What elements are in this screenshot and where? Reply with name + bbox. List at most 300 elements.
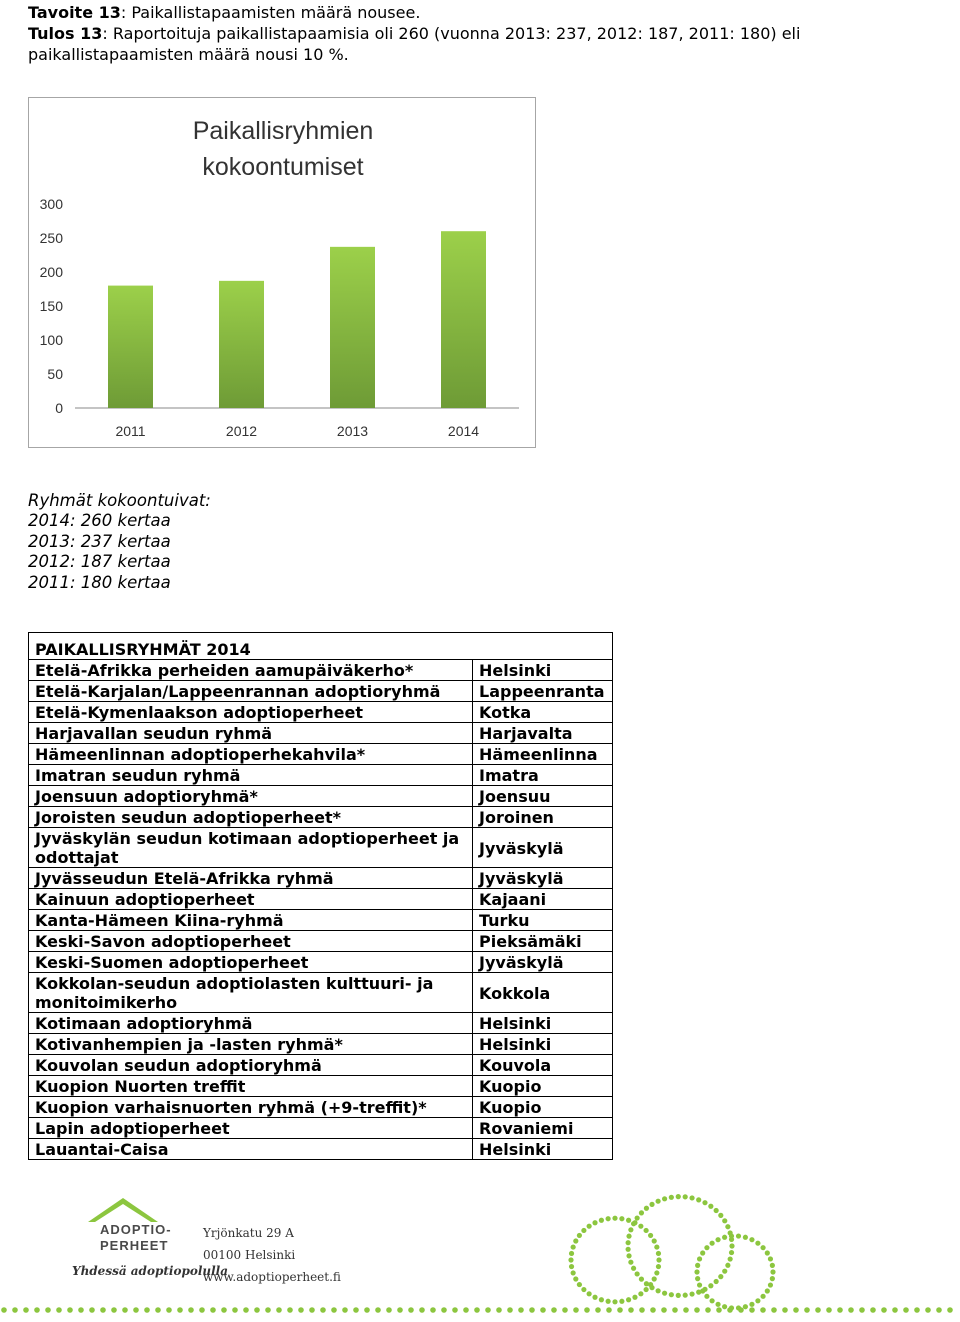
dotted-line-icon: [1, 1307, 953, 1313]
group-name: Kainuun adoptioperheet: [29, 889, 473, 910]
line-dot: [881, 1307, 887, 1313]
ring-dot: [729, 1233, 734, 1238]
ring-dot: [689, 1291, 694, 1296]
line-dot: [507, 1307, 513, 1313]
ring-dot: [592, 1295, 597, 1300]
goal-text: : Paikallistapaamisten määrä nousee.: [120, 3, 421, 22]
group-name: Kotivanhempien ja -lasten ryhmä*: [29, 1034, 473, 1055]
ring-dot: [592, 1220, 597, 1225]
bar-2014: [441, 231, 486, 408]
line-dot: [463, 1307, 469, 1313]
logo-slogan: Yhdessä adoptiopolulla: [72, 1264, 229, 1278]
line-dot: [56, 1307, 62, 1313]
line-dot: [452, 1307, 458, 1313]
line-dot: [562, 1307, 568, 1313]
line-dot: [837, 1307, 843, 1313]
y-axis: [40, 196, 64, 416]
ring-dot: [755, 1298, 760, 1303]
ring-dot: [573, 1276, 578, 1281]
chart-canvas: [29, 98, 537, 449]
line-dot: [804, 1307, 810, 1313]
table-header-row: [29, 633, 613, 660]
ring-dot: [644, 1228, 649, 1233]
line-dot: [397, 1307, 403, 1313]
ring-dot: [676, 1293, 681, 1298]
line-dot: [408, 1307, 414, 1313]
ring-dot: [656, 1264, 661, 1269]
y-tick-label: 200: [39, 264, 63, 280]
line-dot: [540, 1307, 546, 1313]
line-dot: [188, 1307, 194, 1313]
ring-dot: [649, 1202, 654, 1207]
line-dot: [529, 1307, 535, 1313]
group-name: Joroisten seudun adoptioperheet*: [29, 807, 473, 828]
line-dot: [925, 1307, 931, 1313]
line-dot: [364, 1307, 370, 1313]
table-row: [29, 723, 613, 744]
line-dot: [661, 1307, 667, 1313]
ring-dot: [743, 1304, 748, 1309]
ring-dot: [568, 1257, 573, 1262]
goal-label: Tavoite 13: [28, 3, 121, 22]
ring-dot: [571, 1270, 576, 1275]
line-dot: [760, 1307, 766, 1313]
group-name: Keski-Savon adoptioperheet: [29, 931, 473, 952]
line-dot: [155, 1307, 161, 1313]
group-city: Helsinki: [473, 1139, 613, 1160]
line-dot: [441, 1307, 447, 1313]
ring-dot: [631, 1266, 636, 1271]
group-city: Joroinen: [473, 807, 613, 828]
line-dot: [353, 1307, 359, 1313]
intro-text: [28, 2, 948, 65]
line-dot: [727, 1307, 733, 1313]
ring-dot: [770, 1276, 775, 1281]
group-name: Imatran seudun ryhmä: [29, 765, 473, 786]
ring-dot: [683, 1293, 688, 1298]
meetings-chart: [28, 97, 536, 448]
ring-dot: [654, 1244, 659, 1249]
table-row: [29, 702, 613, 723]
ring-dot: [631, 1221, 636, 1226]
bar-2011: [108, 286, 153, 408]
ring-dot: [662, 1196, 667, 1201]
table-row: [29, 973, 613, 1013]
ring-dot: [626, 1253, 631, 1258]
line-dot: [309, 1307, 315, 1313]
line-dot: [298, 1307, 304, 1313]
ring-dot: [644, 1287, 649, 1292]
group-city: Helsinki: [473, 660, 613, 681]
ring-dot: [656, 1257, 661, 1262]
y-tick-label: 250: [39, 230, 63, 246]
result-text: : Raportoituja paikallistapaamisia oli 260 (vuonna 2013: 237, 2012: 187, 2011: 180) eli paikallistapaamisten määrä nousi 10 %.: [28, 24, 801, 64]
ring-dot: [639, 1277, 644, 1282]
line-dot: [342, 1307, 348, 1313]
footer-address: [203, 1222, 341, 1288]
line-dot: [892, 1307, 898, 1313]
line-dot: [595, 1307, 601, 1313]
table-row: [29, 910, 613, 931]
ring-dot: [581, 1287, 586, 1292]
line-dot: [111, 1307, 117, 1313]
result-line: [28, 23, 948, 65]
ring-dot: [581, 1228, 586, 1233]
ring-dot: [599, 1218, 604, 1223]
line-dot: [386, 1307, 392, 1313]
ring-dot: [599, 1297, 604, 1302]
table-row: [29, 1139, 613, 1160]
line-dot: [221, 1307, 227, 1313]
table-row: [29, 660, 613, 681]
group-city: Helsinki: [473, 1034, 613, 1055]
ring-dot: [571, 1244, 576, 1249]
meetings-summary: [28, 491, 211, 593]
group-name: Keski-Suomen adoptioperheet: [29, 952, 473, 973]
group-city: Kuopio: [473, 1097, 613, 1118]
line-dot: [265, 1307, 271, 1313]
ring-dot: [715, 1237, 720, 1242]
group-city: Kokkola: [473, 973, 613, 1013]
line-dot: [67, 1307, 73, 1313]
ring-dot: [654, 1270, 659, 1275]
group-city: Jyväskylä: [473, 952, 613, 973]
line-dot: [936, 1307, 942, 1313]
ring-dot: [656, 1288, 661, 1293]
local-groups-table: [28, 632, 613, 1160]
ring-dot: [669, 1292, 674, 1297]
table-row: [29, 931, 613, 952]
website-link[interactable]: www.adoptioperheet.fi: [203, 1270, 341, 1284]
group-city: Joensuu: [473, 786, 613, 807]
ring-dot: [708, 1204, 713, 1209]
line-dot: [232, 1307, 238, 1313]
ring-dot: [765, 1288, 770, 1293]
group-city: Lappeenranta: [473, 681, 613, 702]
line-dot: [793, 1307, 799, 1313]
ring-dot: [689, 1195, 694, 1200]
line-dot: [375, 1307, 381, 1313]
group-city: Turku: [473, 910, 613, 931]
ring-dot: [644, 1206, 649, 1211]
ring-dot: [626, 1297, 631, 1302]
ring-dot: [694, 1269, 699, 1274]
group-name: Jyvässeudun Etelä-Afrikka ryhmä: [29, 868, 473, 889]
ring-dot: [638, 1291, 643, 1296]
ring-dot: [635, 1215, 640, 1220]
table-row: [29, 1034, 613, 1055]
line-dot: [122, 1307, 128, 1313]
ring-dot: [736, 1233, 741, 1238]
line-dot: [870, 1307, 876, 1313]
chart-title-line1: Paikallisryhmien: [192, 117, 374, 145]
ring-dot: [652, 1276, 657, 1281]
group-name: Kokkolan-seudun adoptiolasten kulttuuri- ja monitoimikerho: [29, 973, 473, 1013]
ring-dot: [714, 1279, 719, 1284]
group-city: Rovaniemi: [473, 1118, 613, 1139]
ring-dot: [619, 1299, 624, 1304]
line-dot: [331, 1307, 337, 1313]
group-city: Jyväskylä: [473, 868, 613, 889]
ring-dot: [700, 1250, 705, 1255]
ring-dot: [700, 1288, 705, 1293]
y-tick-label: 150: [39, 298, 63, 314]
ring-dot: [648, 1233, 653, 1238]
line-dot: [771, 1307, 777, 1313]
group-name: Joensuun adoptioryhmä*: [29, 786, 473, 807]
summary-heading: Ryhmät kokoontuivat:: [28, 491, 211, 510]
ring-dot: [749, 1237, 754, 1242]
ring-dot: [569, 1264, 574, 1269]
group-city: Jyväskylä: [473, 828, 613, 868]
line-dot: [100, 1307, 106, 1313]
line-dot: [287, 1307, 293, 1313]
group-city: Imatra: [473, 765, 613, 786]
logo-line: PERHEET: [100, 1238, 169, 1253]
ring-dot: [626, 1218, 631, 1223]
ring-dot: [656, 1199, 661, 1204]
line-dot: [551, 1307, 557, 1313]
ring-dot: [662, 1291, 667, 1296]
line-dot: [694, 1307, 700, 1313]
ring-dot: [697, 1282, 702, 1287]
ring-dot: [635, 1271, 640, 1276]
ring-dot: [718, 1213, 723, 1218]
group-name: Kotimaan adoptioryhmä: [29, 1013, 473, 1034]
line-dot: [166, 1307, 172, 1313]
ring-dot: [612, 1299, 617, 1304]
table-row: [29, 1097, 613, 1118]
ring-dot: [768, 1256, 773, 1261]
ring-dot: [587, 1291, 592, 1296]
y-tick-label: 100: [39, 332, 63, 348]
line-dot: [914, 1307, 920, 1313]
ring-dot: [704, 1294, 709, 1299]
group-city: Hämeenlinna: [473, 744, 613, 765]
ring-dot: [676, 1194, 681, 1199]
ring-dot: [770, 1263, 775, 1268]
line-dot: [584, 1307, 590, 1313]
ring-dot: [649, 1285, 654, 1290]
ring-dot: [626, 1234, 631, 1239]
table-row: [29, 744, 613, 765]
x-tick-label: 2014: [447, 423, 480, 439]
group-name: Kanta-Hämeen Kiina-ryhmä: [29, 910, 473, 931]
ring-dot: [743, 1235, 748, 1240]
summary-line: 2014: 260 kertaa: [28, 511, 171, 531]
summary-line: 2013: 237 kertaa: [28, 531, 171, 551]
x-axis: [115, 423, 479, 439]
group-city: Kouvola: [473, 1055, 613, 1076]
group-name: Lauantai-Caisa: [29, 1139, 473, 1160]
ring-dot: [577, 1282, 582, 1287]
y-tick-label: 300: [39, 196, 63, 212]
ring-dot: [722, 1235, 727, 1240]
ring-dot: [696, 1197, 701, 1202]
ring-dot: [725, 1263, 730, 1268]
ring-dot: [573, 1238, 578, 1243]
line-dot: [903, 1307, 909, 1313]
ring-dot: [749, 1302, 754, 1307]
ring-dot: [718, 1274, 723, 1279]
ring-dot: [768, 1282, 773, 1287]
line-dot: [628, 1307, 634, 1313]
ring-dot: [569, 1251, 574, 1256]
table-row: [29, 681, 613, 702]
line-dot: [650, 1307, 656, 1313]
ring-dot: [760, 1245, 765, 1250]
group-name: Kuopion Nuorten treffit: [29, 1076, 473, 1097]
group-name: Etelä-Karjalan/Lappeenrannan adoptioryhmä: [29, 681, 473, 702]
ring-dot: [656, 1251, 661, 1256]
line-dot: [639, 1307, 645, 1313]
line-dot: [617, 1307, 623, 1313]
line-dot: [672, 1307, 678, 1313]
ring-dot: [728, 1256, 733, 1261]
ring-dot: [695, 1276, 700, 1281]
ring-dot: [669, 1195, 674, 1200]
table-row: [29, 786, 613, 807]
ring-dot: [725, 1224, 730, 1229]
ring-dot: [702, 1200, 707, 1205]
line-dot: [485, 1307, 491, 1313]
ring-dot: [628, 1227, 633, 1232]
y-tick-label: 0: [55, 400, 63, 416]
group-name: Hämeenlinnan adoptioperhekahvila*: [29, 744, 473, 765]
ring-dot: [709, 1298, 714, 1303]
line-dot: [1, 1307, 7, 1313]
ring-dot: [714, 1208, 719, 1213]
ring-dot: [626, 1247, 631, 1252]
y-tick-label: 50: [47, 366, 63, 382]
ring-dot: [715, 1302, 720, 1307]
ring-dot: [612, 1216, 617, 1221]
ring-dot: [765, 1250, 770, 1255]
line-dot: [199, 1307, 205, 1313]
ring-dot: [606, 1216, 611, 1221]
line-dot: [430, 1307, 436, 1313]
ring-dot: [619, 1216, 624, 1221]
table-row: [29, 765, 613, 786]
group-city: Helsinki: [473, 1013, 613, 1034]
ring-dot: [729, 1243, 734, 1248]
line-dot: [243, 1307, 249, 1313]
line-dot: [848, 1307, 854, 1313]
table-row: [29, 828, 613, 868]
group-name: Kouvolan seudun adoptioryhmä: [29, 1055, 473, 1076]
ring-dot: [606, 1299, 611, 1304]
line-dot: [144, 1307, 150, 1313]
line-dot: [254, 1307, 260, 1313]
table-row: [29, 1055, 613, 1076]
ring-dot: [626, 1240, 631, 1245]
ring-dot: [644, 1281, 649, 1286]
address-street: Yrjönkatu 29 A: [203, 1226, 294, 1240]
line-dot: [177, 1307, 183, 1313]
line-dot: [947, 1307, 953, 1313]
line-dot: [419, 1307, 425, 1313]
ring-dot: [760, 1294, 765, 1299]
ring-dot: [697, 1256, 702, 1261]
ring-dot: [709, 1241, 714, 1246]
goal-line: [28, 2, 948, 23]
ring-dot: [628, 1260, 633, 1265]
table-row: [29, 868, 613, 889]
table-row: [29, 1013, 613, 1034]
ring-dot: [632, 1295, 637, 1300]
ring-dot: [770, 1269, 775, 1274]
group-city: Harjavalta: [473, 723, 613, 744]
summary-line: 2011: 180 kertaa: [28, 572, 171, 592]
line-dot: [705, 1307, 711, 1313]
decorative-rings-icon: [568, 1194, 775, 1311]
x-tick-label: 2013: [336, 423, 369, 439]
line-dot: [826, 1307, 832, 1313]
table-row: [29, 889, 613, 910]
line-dot: [276, 1307, 282, 1313]
line-dot: [518, 1307, 524, 1313]
table-row: [29, 1118, 613, 1139]
group-city: Kuopio: [473, 1076, 613, 1097]
result-label: Tulos 13: [28, 24, 103, 43]
ring-dot: [722, 1269, 727, 1274]
line-dot: [606, 1307, 612, 1313]
bar-2012: [219, 281, 264, 408]
logo-line: ADOPTIO-: [100, 1222, 172, 1237]
line-dot: [782, 1307, 788, 1313]
logo-text: [100, 1222, 172, 1254]
ring-dot: [652, 1238, 657, 1243]
chart-title-line2: kokoontumiset: [202, 153, 364, 181]
ring-dot: [704, 1245, 709, 1250]
group-city: Kotka: [473, 702, 613, 723]
line-dot: [738, 1307, 744, 1313]
ring-dot: [729, 1250, 734, 1255]
line-dot: [23, 1307, 29, 1313]
x-tick-label: 2012: [225, 423, 258, 439]
summary-line: 2012: 187 kertaa: [28, 552, 171, 572]
line-dot: [210, 1307, 216, 1313]
line-dot: [474, 1307, 480, 1313]
line-dot: [815, 1307, 821, 1313]
line-dot: [34, 1307, 40, 1313]
ring-dot: [587, 1224, 592, 1229]
group-city: Pieksämäki: [473, 931, 613, 952]
line-dot: [12, 1307, 18, 1313]
group-name: Kuopion varhaisnuorten ryhmä (+9-treffit)*: [29, 1097, 473, 1118]
group-name: Etelä-Afrikka perheiden aamupäiväkerho*: [29, 660, 473, 681]
x-tick-label: 2011: [115, 423, 146, 439]
ring-dot: [708, 1283, 713, 1288]
ring-dot: [683, 1194, 688, 1199]
group-name: Harjavallan seudun ryhmä: [29, 723, 473, 744]
line-dot: [496, 1307, 502, 1313]
group-name: Jyväskylän seudun kotimaan adoptioperheet ja odottajat: [29, 828, 473, 868]
line-dot: [749, 1307, 755, 1313]
ring-dot: [638, 1224, 643, 1229]
table-row: [29, 952, 613, 973]
group-name: Lapin adoptioperheet: [29, 1118, 473, 1139]
table-row: [29, 1076, 613, 1097]
line-dot: [320, 1307, 326, 1313]
line-dot: [716, 1307, 722, 1313]
ring-dot: [695, 1263, 700, 1268]
line-dot: [859, 1307, 865, 1313]
line-dot: [89, 1307, 95, 1313]
ring-dot: [755, 1241, 760, 1246]
ring-dot: [722, 1304, 727, 1309]
line-dot: [45, 1307, 51, 1313]
